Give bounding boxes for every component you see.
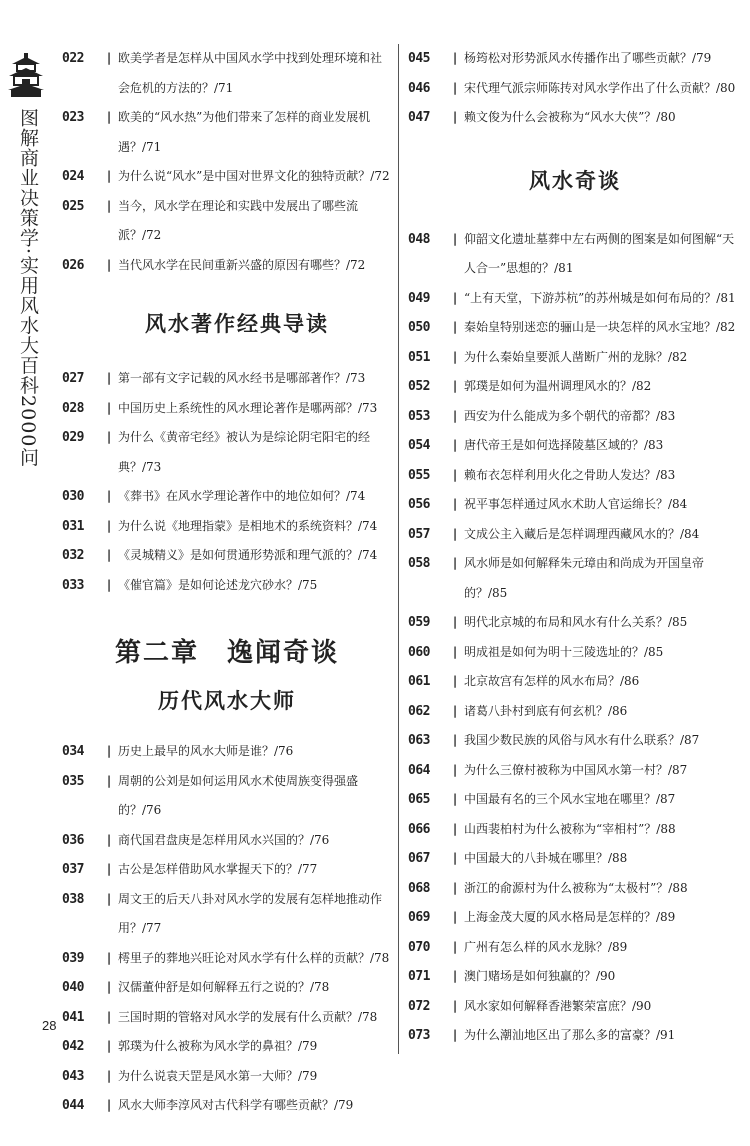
section-heading-anecdotes: 风水奇谈 [529, 167, 621, 193]
entry-number: 055 [408, 467, 430, 483]
entry-text: 浙江的俞源村为什么被称为“太极村”？/88 [464, 880, 688, 895]
entry-number: 050 [408, 320, 430, 335]
entry-text: 周朝的公刘是如何运用风水术使周族变得强盛的？/76 [118, 773, 359, 817]
toc-entry [408, 284, 742, 314]
toc-entry [62, 541, 392, 571]
toc-entry [408, 74, 742, 104]
entry-text: 为什么《黄帝宅经》被认为是综论阴宅阳宅的经典？/73 [118, 430, 371, 474]
toc-entry [408, 815, 742, 845]
section-heading-classics: 风水著作经典导读 [145, 311, 329, 336]
toc-entry [408, 44, 742, 74]
column-divider [398, 44, 399, 1054]
right-column [408, 44, 742, 1051]
entry-text: 三国时期的管辂对风水学的发展有什么贡献？/78 [118, 1009, 378, 1024]
entry-text: 赖布衣怎样利用火化之骨助人发达？/83 [464, 467, 676, 482]
entry-text: “上有天堂，下游苏杭”的苏州城是如何布局的？/81 [464, 290, 736, 305]
entry-divider: | [106, 371, 112, 385]
toc-entry [408, 638, 742, 668]
entry-number: 032 [62, 548, 84, 563]
toc-group-1 [62, 44, 392, 280]
entry-text: 风水家如何解释香港繁荣富庶？/90 [464, 998, 652, 1013]
entry-text: 秦始皇特别迷恋的骊山是一块怎样的风水宝地？/82 [464, 320, 736, 334]
entry-number: 038 [62, 891, 84, 907]
entry-text: 为什么说“风水”是中国对世界文化的独特贡献？/72 [118, 169, 390, 183]
toc-entry [408, 313, 742, 343]
entry-number: 063 [408, 733, 430, 748]
toc-entry [408, 402, 742, 432]
section-heading-masters: 历代风水大师 [158, 688, 296, 713]
entry-number: 060 [408, 644, 430, 660]
entry-number: 045 [408, 51, 430, 66]
entry-text: 中国最大的八卦城在哪里？/88 [464, 851, 628, 865]
entry-divider: | [452, 910, 458, 924]
entry-text: 汉儒董仲舒是如何解释五行之说的？/78 [118, 980, 330, 994]
toc-entry [408, 844, 742, 874]
toc-entry [408, 372, 742, 402]
entry-divider: | [452, 792, 458, 806]
entry-text: 《灵城精义》是如何贯通形势派和理气派的？/74 [118, 548, 378, 562]
toc-entry [408, 785, 742, 815]
entry-number: 037 [62, 862, 84, 877]
entry-divider: | [452, 762, 458, 777]
entry-number: 054 [408, 438, 430, 453]
entry-divider: | [106, 518, 112, 533]
entry-divider: | [106, 577, 112, 592]
toc-entry [62, 1062, 392, 1092]
entry-text: 樗里子的葬地兴旺论对风水学有什么样的贡献？/78 [118, 950, 390, 965]
entry-number: 062 [408, 703, 430, 719]
toc-group-2 [62, 364, 392, 600]
entry-number: 070 [408, 939, 430, 955]
entry-text: 西安为什么能成为多个朝代的帝都？/83 [464, 408, 676, 423]
toc-entry [408, 874, 742, 904]
entry-number: 036 [62, 832, 84, 848]
entry-divider: | [452, 110, 458, 124]
entry-number: 061 [408, 674, 430, 689]
toc-entry [62, 944, 392, 974]
entry-divider: | [452, 526, 458, 541]
entry-text: 风水师是如何解释朱元璋由和尚成为开国皇帝的？/85 [464, 556, 705, 600]
toc-entry [408, 933, 742, 963]
entry-number: 065 [408, 792, 430, 807]
entry-number: 029 [62, 430, 84, 445]
entry-number: 066 [408, 821, 430, 837]
entry-number: 042 [62, 1039, 84, 1054]
entry-number: 044 [62, 1098, 84, 1113]
entry-number: 051 [408, 349, 430, 365]
toc-entry [62, 737, 392, 767]
entry-number: 057 [408, 526, 430, 542]
entry-number: 023 [62, 110, 84, 125]
entry-divider: | [106, 1009, 112, 1024]
entry-divider: | [106, 110, 112, 124]
entry-number: 073 [408, 1028, 430, 1043]
entry-text: 欧美学者是怎样从中国风水学中找到处理环境和社会危机的方法的？/71 [118, 51, 383, 95]
entry-text: 澳门赌场是如何独赢的？/90 [464, 969, 616, 983]
entry-text: 北京故宫有怎样的风水布局？/86 [464, 674, 640, 688]
entry-divider: | [452, 939, 458, 954]
toc-entry [408, 992, 742, 1022]
entry-text: 赖文俊为什么会被称为“风水大侠”？/80 [464, 110, 676, 124]
entry-divider: | [106, 744, 112, 758]
toc-group-5 [408, 225, 742, 1051]
toc-entry [408, 490, 742, 520]
entry-text: 历史上最早的风水大师是谁？/76 [118, 744, 294, 758]
entry-divider: | [452, 674, 458, 688]
entry-divider: | [452, 467, 458, 482]
entry-text: 为什么说袁天罡是风水第一大师？/79 [118, 1068, 318, 1083]
entry-divider: | [452, 231, 458, 246]
entry-number: 071 [408, 969, 430, 984]
toc-entry [408, 520, 742, 550]
entry-divider: | [452, 821, 458, 836]
toc-entry [62, 44, 392, 103]
entry-divider: | [452, 80, 458, 95]
entry-divider: | [106, 198, 112, 213]
entry-number: 048 [408, 231, 430, 247]
entry-number: 028 [62, 400, 84, 416]
toc-entry [62, 251, 392, 281]
entry-text: 为什么三僚村被称为中国风水第一村？/87 [464, 762, 688, 777]
entry-divider: | [106, 862, 112, 876]
entry-text: 第一部有文字记载的风水经书是哪部著作？/73 [118, 371, 366, 385]
left-column [62, 44, 392, 1121]
toc-entry [408, 1021, 742, 1051]
entry-text: 我国少数民族的风俗与风水有什么联系？/87 [464, 733, 700, 747]
entry-divider: | [452, 1028, 458, 1042]
toc-entry [408, 225, 742, 284]
toc-entry [408, 697, 742, 727]
entry-text: 唐代帝王是如何选择陵墓区域的？/83 [464, 438, 664, 452]
entry-divider: | [106, 832, 112, 847]
entry-divider: | [106, 51, 112, 65]
entry-divider: | [106, 169, 112, 183]
entry-text: 中国最有名的三个风水宝地在哪里？/87 [464, 792, 676, 806]
toc-entry [62, 364, 392, 394]
entry-divider: | [106, 489, 112, 503]
entry-number: 047 [408, 110, 430, 125]
entry-number: 040 [62, 980, 84, 995]
toc-entry [408, 461, 742, 491]
entry-text: 山西裴柏村为什么被称为“宰相村”？/88 [464, 821, 676, 836]
entry-divider: | [452, 733, 458, 747]
toc-entry [408, 962, 742, 992]
entry-number: 072 [408, 998, 430, 1014]
toc-entry [408, 726, 742, 756]
entry-text: 明成祖是如何为明十三陵选址的？/85 [464, 644, 664, 659]
pagoda-logo-icon [8, 52, 44, 98]
entry-number: 031 [62, 518, 84, 534]
entry-text: 杨筠松对形势派风水传播作出了哪些贡献？/79 [464, 51, 712, 65]
toc-entry [62, 1003, 392, 1033]
toc-entry [62, 512, 392, 542]
entry-number: 067 [408, 851, 430, 866]
entry-number: 059 [408, 615, 430, 630]
entry-number: 030 [62, 489, 84, 504]
entry-divider: | [106, 1098, 112, 1112]
toc-entry [408, 549, 742, 608]
entry-divider: | [452, 969, 458, 983]
entry-divider: | [106, 257, 112, 272]
entry-text: 宋代理气派宗师陈抟对风水学作出了什么贡献？/80 [464, 80, 736, 95]
entry-text: 商代国君盘庚是怎样用风水兴国的？/76 [118, 832, 330, 847]
entry-text: 上海金茂大厦的风水格局是怎样的？/89 [464, 910, 676, 924]
page-number: 28 [42, 1018, 57, 1033]
entry-text: 为什么潮汕地区出了那么多的富豪？/91 [464, 1028, 676, 1042]
entry-number: 069 [408, 910, 430, 925]
entry-number: 034 [62, 744, 84, 759]
entry-number: 041 [62, 1009, 84, 1025]
entry-divider: | [452, 998, 458, 1013]
entry-divider: | [452, 438, 458, 452]
entry-text: 明代北京城的布局和风水有什么关系？/85 [464, 615, 688, 629]
entry-text: 欧美的“风水热”为他们带来了怎样的商业发展机遇？/71 [118, 110, 371, 154]
entry-text: 祝平事怎样通过风水术助人官运绵长？/84 [464, 497, 688, 511]
entry-text: 《催官篇》是如何论述龙穴砂水？/75 [118, 577, 318, 592]
entry-text: 当今，风水学在理论和实践中发展出了哪些流派？/72 [118, 198, 359, 242]
entry-number: 024 [62, 169, 84, 184]
toc-entry [62, 482, 392, 512]
entry-divider: | [106, 773, 112, 788]
entry-number: 039 [62, 950, 84, 966]
entry-number: 025 [62, 198, 84, 214]
entry-divider: | [452, 51, 458, 65]
toc-entry [408, 903, 742, 933]
entry-text: 郭璞是如何为温州调理风水的？/82 [464, 379, 652, 393]
toc-entry [62, 1091, 392, 1121]
toc-entry [408, 608, 742, 638]
entry-text: 文成公主入藏后是怎样调理西藏风水的？/84 [464, 526, 700, 541]
toc-entry [62, 423, 392, 482]
side-bar [8, 52, 52, 467]
entry-divider: | [106, 980, 112, 994]
toc-entry [408, 667, 742, 697]
entry-text: 中国历史上系统性的风水理论著作是哪两部？/73 [118, 400, 378, 415]
entry-divider: | [452, 703, 458, 718]
entry-divider: | [452, 408, 458, 423]
entry-divider: | [452, 851, 458, 865]
entry-divider: | [452, 497, 458, 511]
entry-text: 仰韶文化遗址墓葬中左右两侧的图案是如何图解“天人合一”思想的？/81 [464, 231, 735, 275]
entry-divider: | [106, 430, 112, 444]
entry-text: 诸葛八卦村到底有何玄机？/86 [464, 703, 628, 718]
chapter-heading: 第二章 逸闻奇谈 [114, 638, 339, 668]
entry-divider: | [106, 548, 112, 562]
entry-number: 068 [408, 880, 430, 896]
toc-entry [408, 756, 742, 786]
entry-number: 046 [408, 80, 430, 96]
entry-text: 为什么说《地理指蒙》是相地术的系统资料？/74 [118, 518, 378, 533]
entry-number: 058 [408, 556, 430, 571]
toc-entry [62, 394, 392, 424]
toc-entry [62, 855, 392, 885]
entry-number: 049 [408, 290, 430, 306]
entry-number: 043 [62, 1068, 84, 1084]
toc-entry [62, 973, 392, 1003]
entry-number: 052 [408, 379, 430, 394]
entry-divider: | [452, 290, 458, 305]
entry-number: 027 [62, 371, 84, 386]
entry-number: 056 [408, 497, 430, 512]
toc-group-3 [62, 737, 392, 1121]
entry-divider: | [452, 615, 458, 629]
entry-number: 026 [62, 257, 84, 273]
entry-text: 周文王的后天八卦对风水学的发展有怎样地推动作用？/77 [118, 891, 383, 935]
entry-text: 风水大师李淳风对古代科学有哪些贡献？/79 [118, 1098, 354, 1112]
entry-text: 当代风水学在民间重新兴盛的原因有哪些？/72 [118, 257, 366, 272]
entry-number: 053 [408, 408, 430, 424]
entry-divider: | [106, 891, 112, 906]
toc-entry [62, 1032, 392, 1062]
entry-number: 033 [62, 577, 84, 593]
toc-group-4 [408, 44, 742, 133]
toc-entry [62, 162, 392, 192]
toc-entry [62, 192, 392, 251]
entry-text: 广州有怎么样的风水龙脉？/89 [464, 939, 628, 954]
toc-entry [62, 885, 392, 944]
entry-number: 022 [62, 51, 84, 66]
toc-entry [408, 431, 742, 461]
entry-number: 035 [62, 773, 84, 789]
book-title-vertical: 图解商业决策学·实用风水大百科2000问 [17, 108, 39, 468]
toc-entry [62, 571, 392, 601]
toc-entry [62, 826, 392, 856]
entry-divider: | [106, 1068, 112, 1083]
entry-divider: | [106, 950, 112, 965]
entry-number: 064 [408, 762, 430, 778]
entry-divider: | [106, 1039, 112, 1053]
toc-entry [62, 767, 392, 826]
entry-divider: | [452, 379, 458, 393]
entry-divider: | [452, 880, 458, 895]
entry-text: 《葬书》在风水学理论著作中的地位如何？/74 [118, 489, 366, 503]
entry-divider: | [452, 349, 458, 364]
entry-text: 郭璞为什么被称为风水学的鼻祖？/79 [118, 1039, 318, 1053]
entry-text: 古公是怎样借助风水掌握天下的？/77 [118, 862, 318, 876]
entry-divider: | [452, 556, 458, 570]
toc-entry [62, 103, 392, 162]
entry-divider: | [106, 400, 112, 415]
entry-divider: | [452, 320, 458, 334]
entry-divider: | [452, 644, 458, 659]
toc-entry [408, 103, 742, 133]
toc-entry [408, 343, 742, 373]
entry-text: 为什么秦始皇要派人凿断广州的龙脉？/82 [464, 349, 688, 364]
